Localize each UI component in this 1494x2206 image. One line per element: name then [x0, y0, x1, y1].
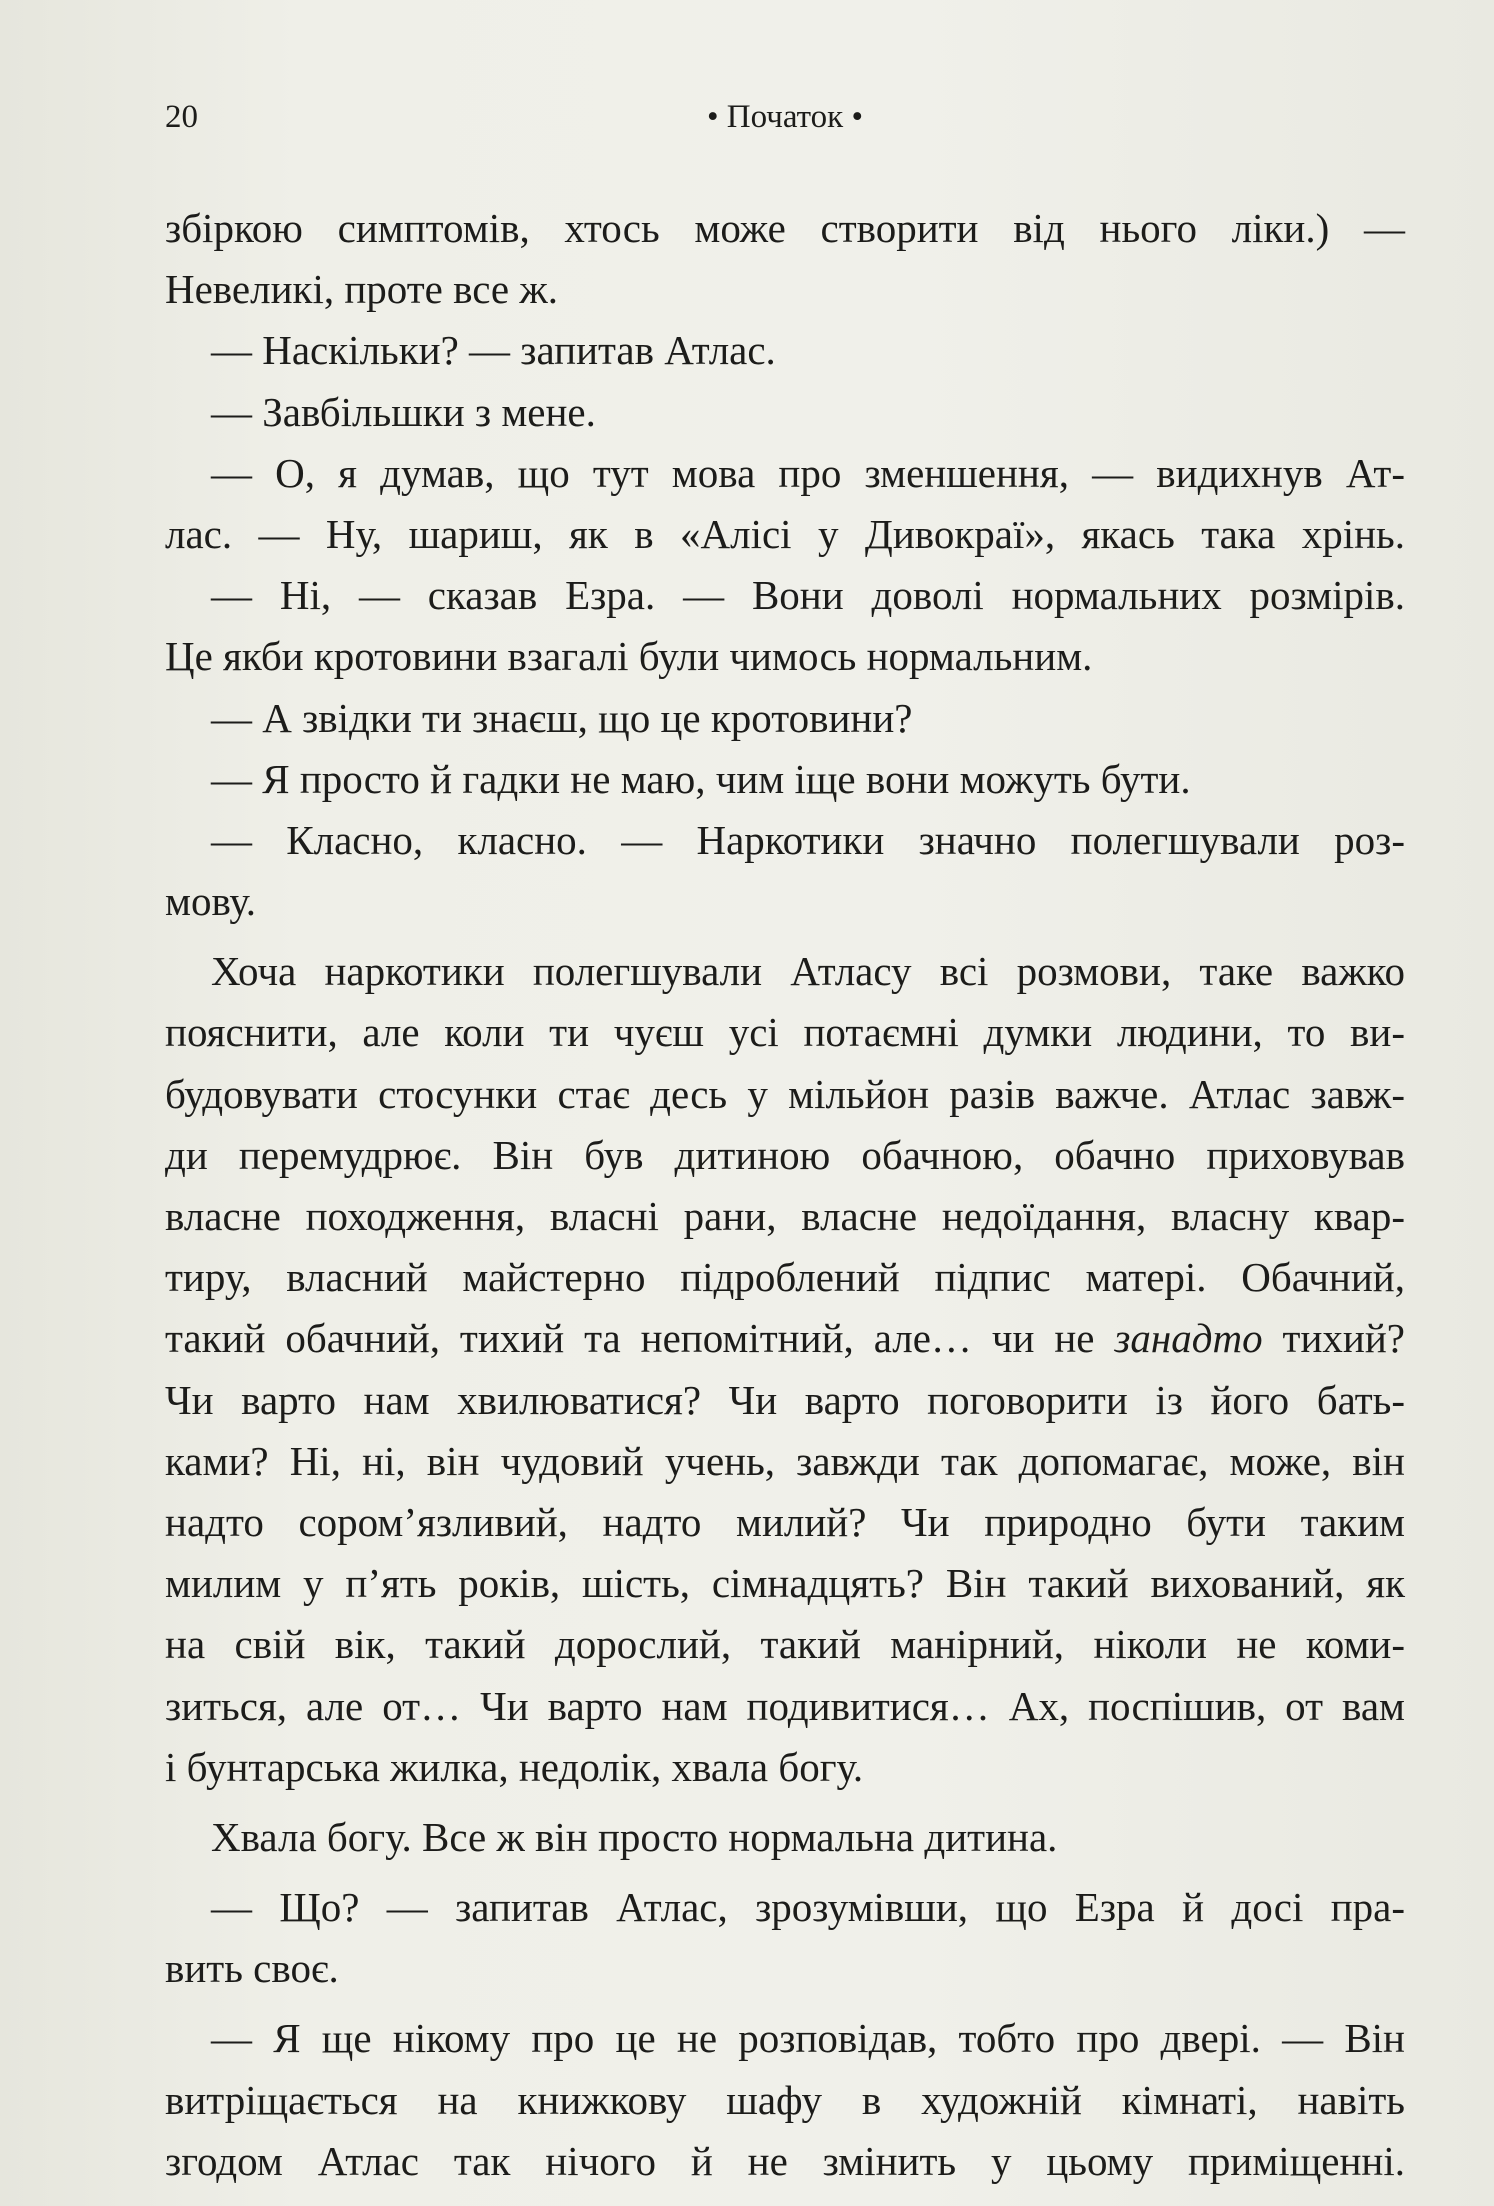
running-head: • Початок • [707, 99, 863, 135]
text-line: — Ні, — сказав Езра. — Вони доволі нормальних розмірів. [211, 572, 1405, 619]
text-line: надто сором’язливий, надто милий? Чи природно бути таким [165, 1498, 1405, 1545]
text-line: тиру, власний майстерно підроблений підпис матері. Обачний, [165, 1254, 1405, 1301]
text-line: витріщається на книжкову шафу в художній кімнаті, навіть [165, 2076, 1405, 2123]
text-line: на свій вік, такий дорослий, такий манірний, ніколи не коми- [165, 1621, 1405, 1668]
text-line: — Я просто й гадки не маю, чим іще вони можуть бути. [211, 755, 1191, 802]
text-line: — Наскільки? — запитав Атлас. [211, 327, 776, 374]
text-line: милим у п’ять років, шість, сімнадцять? Він такий вихований, як [165, 1560, 1405, 1607]
text-line: вить своє. [165, 1945, 339, 1992]
text-line: мову. [165, 878, 257, 925]
text-line: — О, я думав, що тут мова про зменшення, — видихнув Ат- [211, 449, 1405, 496]
text-line: лас. — Ну, шариш, як в «Алісі у Дивокраї», якась така хрінь. [165, 510, 1405, 557]
text-run: такий обачний, тихий та непомітний, але… чи не [165, 1315, 1115, 1362]
body-text [165, 198, 1405, 2192]
text-line: — Що? — запитав Атлас, зрозумівши, що Езра й досі пра- [211, 1884, 1405, 1931]
text-line: згодом Атлас так нічого й не змінить у цьому приміщенні. [165, 2137, 1405, 2184]
text-line [165, 1308, 1405, 1369]
text-line: пояснити, але коли ти чуєш усі потаємні думки людини, то ви- [165, 1009, 1405, 1056]
page-header [165, 92, 1405, 142]
text-line: — А звідки ти знаєш, що це кротовини? [211, 694, 913, 741]
text-line: ди перемудрює. Він був дитиною обачною, обачно приховував [165, 1131, 1405, 1178]
text-line: Це якби кротовини взагалі були чимось нормальним. [165, 633, 1093, 680]
text-line: і бунтарська жилка, недолік, хвала богу. [165, 1743, 864, 1790]
text-line: — Завбільшки з мене. [211, 388, 596, 435]
text-line: зиться, але от… Чи варто нам подивитися… Ах, поспішив, от вам [165, 1682, 1405, 1729]
text-line: власне походження, власні рани, власне недоїдання, власну квар- [165, 1193, 1405, 1239]
text-line: Невеликі, проте все ж. [165, 266, 558, 313]
text-line: — Класно, класно. — Наркотики значно полегшували роз- [211, 816, 1405, 863]
italic-word: занадто [1114, 1315, 1263, 1362]
text-line: Хоча наркотики полегшували Атласу всі розмови, таке важко [211, 948, 1405, 995]
text-run: тихий? [1262, 1315, 1405, 1362]
text-line: Чи варто нам хвилюватися? Чи варто поговорити із його бать- [165, 1376, 1405, 1423]
text-line: будовувати стосунки стає десь у мільйон разів важче. Атлас завж- [165, 1070, 1405, 1117]
text-line: ками? Ні, ні, він чудовий учень, завжди так допомагає, може, він [165, 1437, 1405, 1484]
text-line: Хвала богу. Все ж він просто нормальна дитина. [211, 1813, 1058, 1860]
text-line: збіркою симптомів, хтось може створити від нього ліки.) — [165, 205, 1405, 251]
text-line: — Я ще нікому про це не розповідав, тобто про двері. — Він [211, 2015, 1405, 2062]
page-number: 20 [165, 99, 198, 135]
